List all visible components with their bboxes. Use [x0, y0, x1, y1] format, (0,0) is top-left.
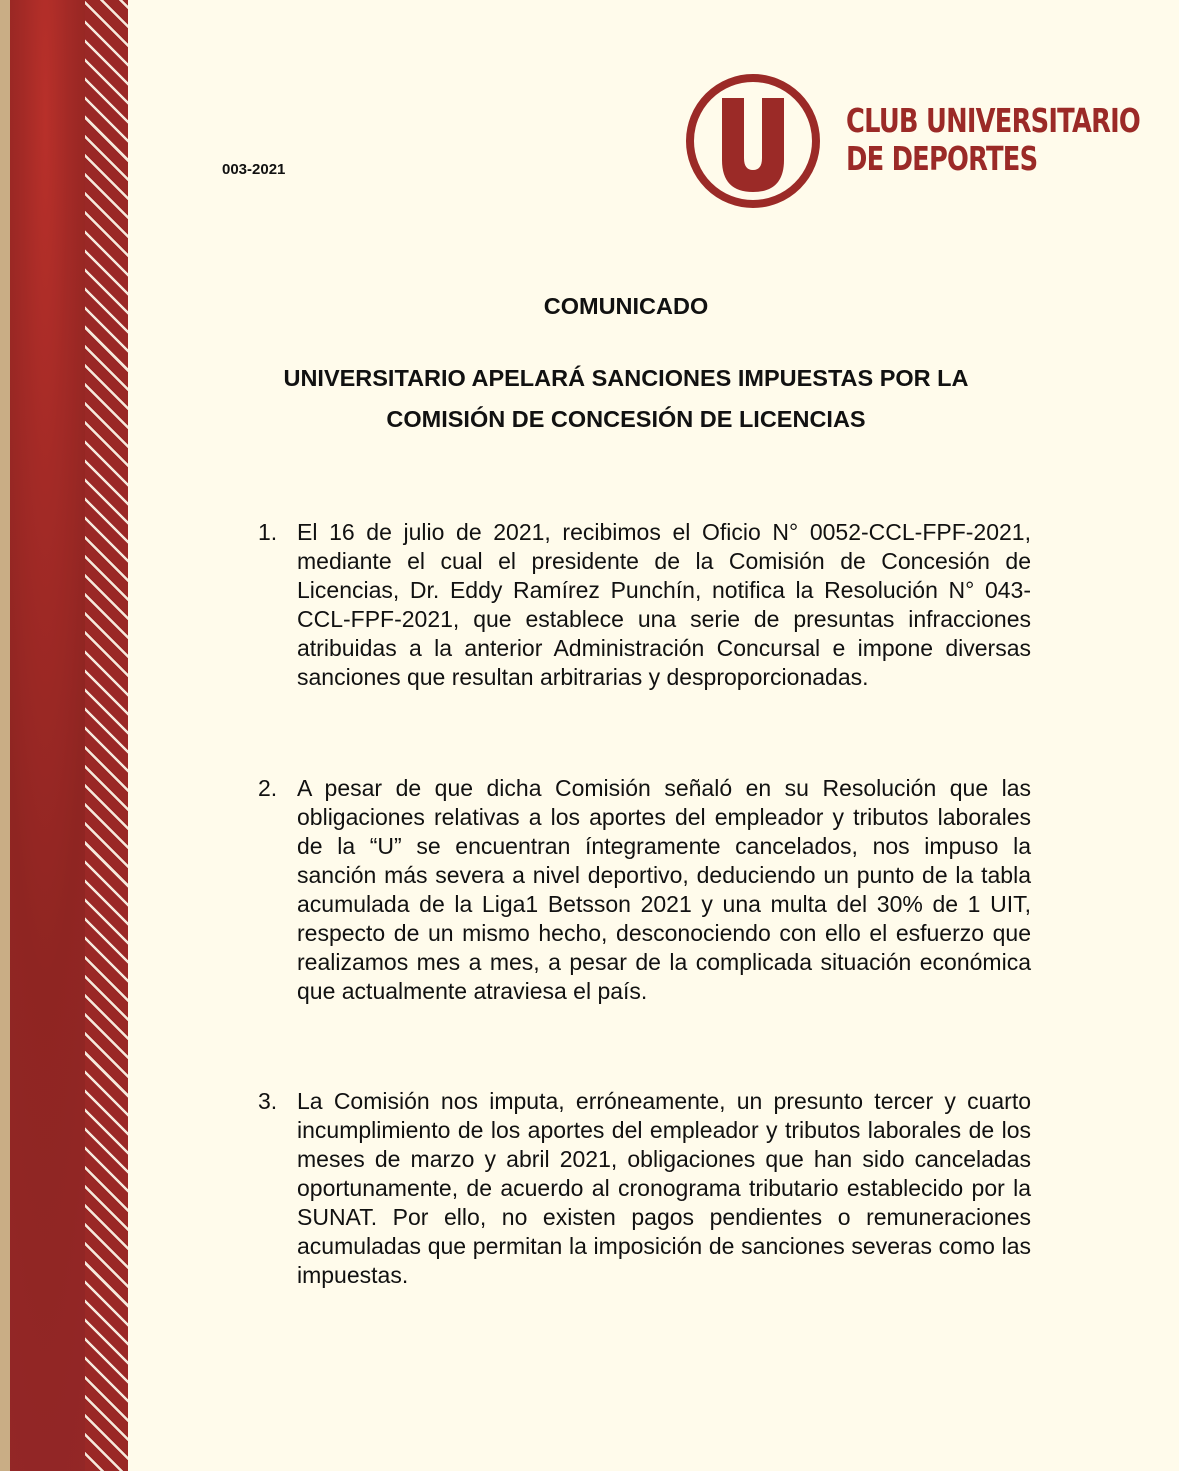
list-item [258, 518, 1031, 692]
title-line1: UNIVERSITARIO APELARÁ SANCIONES IMPUESTAS POR LA [283, 365, 969, 391]
title-line2: COMISIÓN DE CONCESIÓN DE LICENCIAS [386, 406, 866, 432]
club-logo-text [846, 102, 1140, 178]
logo-line1: CLUB UNIVERSITARIO [846, 101, 1141, 140]
item-number: 1. [258, 519, 278, 545]
document-heading: COMUNICADO [543, 293, 709, 319]
item-text: El 16 de julio de 2021, recibimos el Oficio N° 0052-CCL-FPF-2021, mediante el cual el presidente de la Comisión de Concesión de Licencias, Dr. Eddy Ramírez Punchín, notifica la Resolución N° 043-CCL-FPF-2021, que establece una serie de presuntas infracciones atribuidas a la anterior Administración Concursal e impone diversas sanciones que resultan arbitrarias y desproporcionadas. [297, 519, 1031, 690]
decorative-border-hatch [85, 0, 128, 1471]
logo-line2: DE DEPORTES [846, 139, 1038, 178]
item-text: A pesar de que dicha Comisión señaló en su Resolución que las obligaciones relativas a los aportes del empleador y tributos laborales de la “U” se encuentran íntegramente cancelados, nos impuso la sanción más severa a nivel deportivo, deduciendo un punto de la tabla acumulada de la Liga1 Betsson 2021 y una multa del 30% de 1 UIT, respecto de un mismo hecho, desconociendo con ello el esfuerzo que realizamos mes a mes, a pesar de la complicada situación económica que actualmente atraviesa el país. [297, 775, 1031, 1004]
item-number: 3. [258, 1088, 278, 1114]
list-item [258, 774, 1031, 1006]
decorative-border-tan [0, 0, 10, 1471]
item-number: 2. [258, 775, 278, 801]
club-logo-emblem [684, 72, 822, 215]
item-text: La Comisión nos imputa, erróneamente, un presunto tercer y cuarto incumplimiento de los aportes del empleador y tributos laborales de los meses de marzo y abril 2021, obligaciones que han sido canceladas oportunamente, de acuerdo al cronograma tributario establecido por la SUNAT. Por ello, no existen pagos pendientes o remuneraciones acumuladas que permitan la imposición de sanciones severas como las impuestas. [297, 1088, 1031, 1288]
document-number: 003-2021 [222, 161, 286, 178]
list-item [258, 1087, 1031, 1290]
